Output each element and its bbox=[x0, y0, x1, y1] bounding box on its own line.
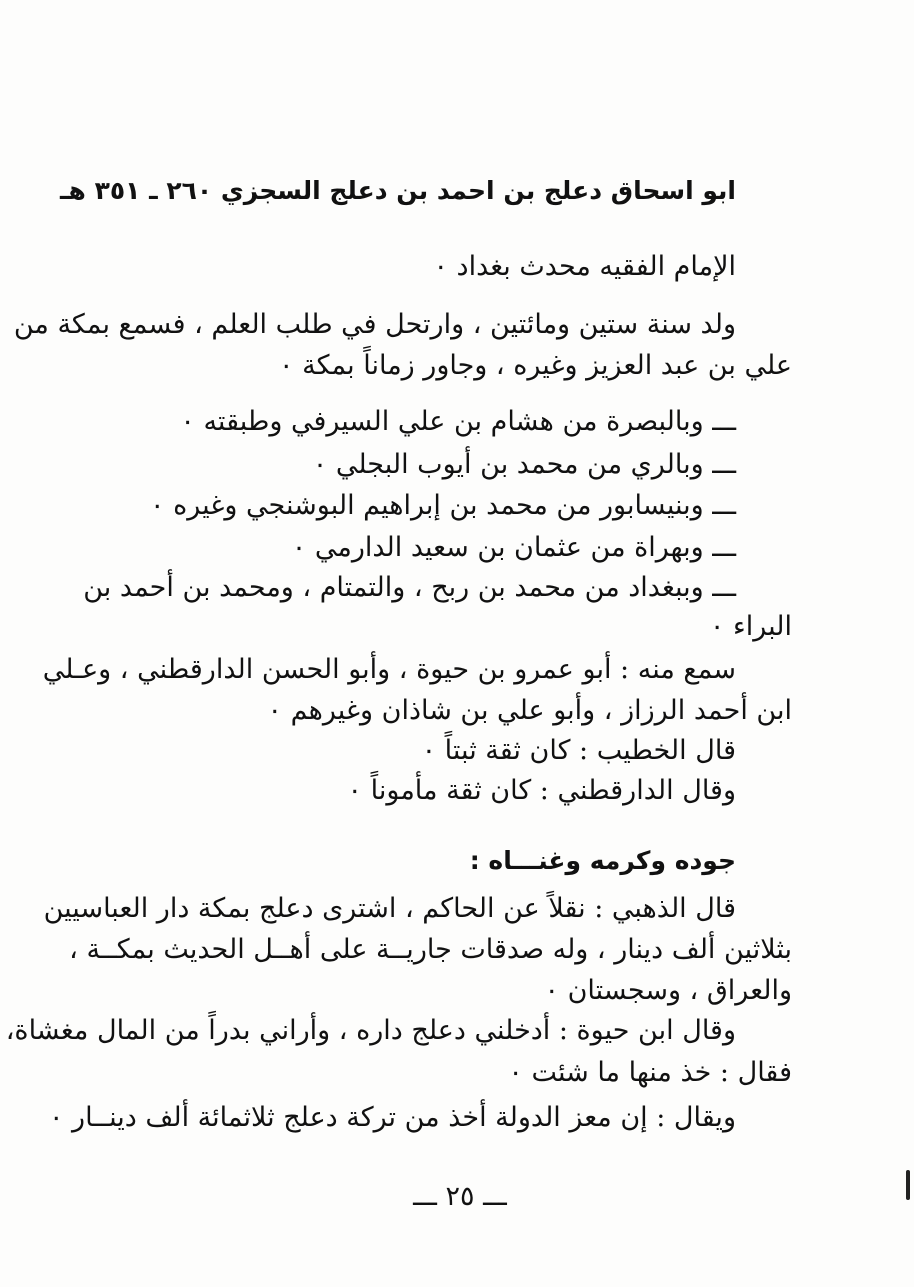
place-line-herat: ـــ وبهراة من عثمان بن سعيد الدارمي ٠ bbox=[291, 532, 736, 563]
quote-daraqutni: وقال الدارقطني : كان ثقة مأموناً ٠ bbox=[347, 775, 736, 806]
quote-khatib: قال الخطيب : كان ثقة ثبتاً ٠ bbox=[421, 735, 736, 766]
muizz-line: ويقال : إن معز الدولة أخذ من تركة دعلج ثلاثمائة ألف دينــار ٠ bbox=[48, 1102, 736, 1133]
scan-edge-mark bbox=[906, 1170, 910, 1200]
section-title: جوده وكرمه وغنـــاه : bbox=[469, 846, 736, 875]
dhahabi-line-3: والعراق ، وسجستان ٠ bbox=[544, 975, 792, 1006]
dhahabi-line-2: بثلاثين ألف دينار ، وله صدقات جاريــة على أهــل الحديث بمكــة ، bbox=[69, 934, 792, 965]
intro-line: الإمام الفقيه محدث بغداد ٠ bbox=[433, 251, 736, 282]
place-line-baghdad-cont: البراء ٠ bbox=[709, 611, 792, 642]
place-line-baghdad: ـــ وببغداد من محمد بن ربح ، والتمتام ، ومحمد بن أحمد بن bbox=[83, 572, 736, 603]
birth-line-1: ولد سنة ستين ومائتين ، وارتحل في طلب العلم ، فسمع بمكة من bbox=[13, 309, 736, 340]
dhahabi-line-1: قال الذهبي : نقلاً عن الحاكم ، اشترى دعلج بمكة دار العباسيين bbox=[43, 893, 736, 924]
page-heading: ابو اسحاق دعلج بن احمد بن دعلج السجزي ٢٦٠ ـ ٣٥١ هـ bbox=[60, 176, 736, 205]
place-line-rayy: ـــ وبالري من محمد بن أيوب البجلي ٠ bbox=[312, 449, 736, 480]
hayawa-line-2: فقال : خذ منها ما شئت ٠ bbox=[508, 1057, 792, 1088]
students-line-1: سمع منه : أبو عمرو بن حيوة ، وأبو الحسن الدارقطني ، وعـلي bbox=[42, 654, 736, 685]
students-line-2: ابن أحمد الرزاز ، وأبو علي بن شاذان وغيرهم ٠ bbox=[267, 695, 792, 726]
hayawa-line-1: وقال ابن حيوة : أدخلني دعلج داره ، وأراني بدراً من المال مغشاة، bbox=[5, 1015, 736, 1046]
place-line-basra: ـــ وبالبصرة من هشام بن علي السيرفي وطبقته ٠ bbox=[180, 406, 736, 437]
birth-line-2: علي بن عبد العزيز وغيره ، وجاور زماناً بمكة ٠ bbox=[279, 350, 792, 381]
place-line-nishapur: ـــ وبنيسابور من محمد بن إبراهيم البوشنجي وغيره ٠ bbox=[150, 490, 736, 521]
page-number: ـــ ٢٥ ـــ bbox=[413, 1181, 507, 1212]
